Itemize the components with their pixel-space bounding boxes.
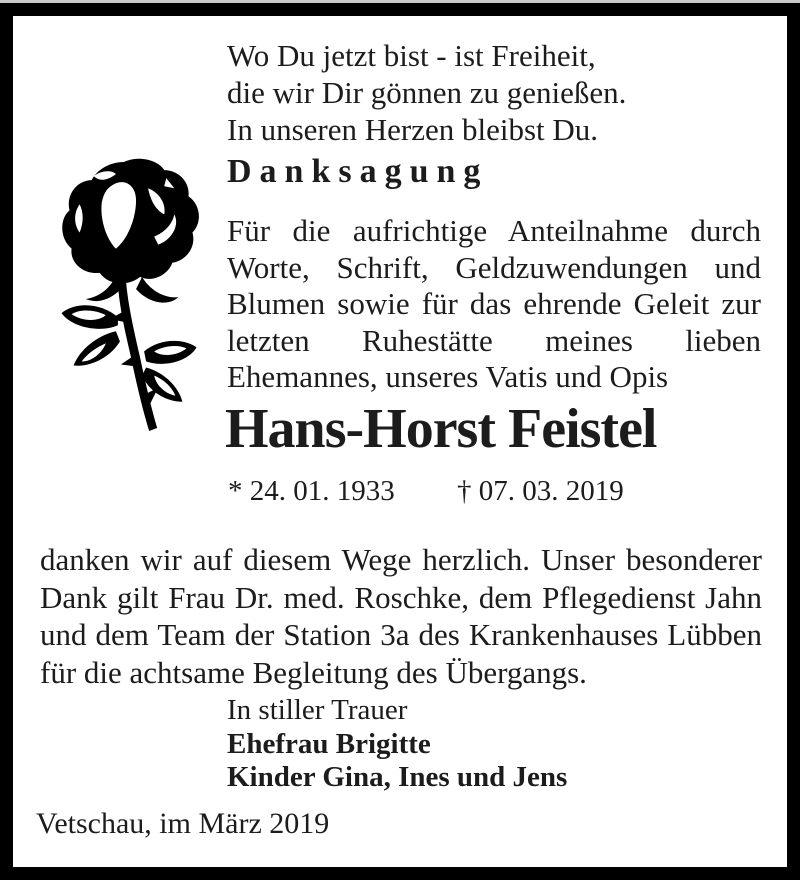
thanks-line: danken wir auf diesem Wege herzlich. Unser besonderer — [40, 542, 762, 577]
mourner-name: Kinder Gina, Ines und Jens — [227, 760, 568, 793]
memorial-verse — [227, 37, 626, 148]
intro-line: Ehemannes, unseres Vatis und Opis — [227, 359, 669, 394]
death-date: † 07. 03. 2019 — [457, 475, 624, 507]
verse-line: Wo Du jetzt bist - ist Freiheit, — [227, 38, 596, 73]
intro-line: Worte, Schrift, Geldzuwendungen und — [227, 249, 761, 285]
intro-paragraph — [227, 213, 761, 396]
deceased-name: Hans-Horst Feistel — [225, 398, 657, 460]
verse-line: die wir Dir gönnen zu genießen. — [227, 75, 627, 110]
closing-line: In stiller Trauer — [227, 694, 408, 726]
thanks-line: Dank gilt Frau Dr. med. Roschke, dem Pflegedienst Jahn — [40, 579, 762, 615]
place-date: Vetschau, im März 2019 — [36, 807, 330, 840]
birth-date: * 24. 01. 1933 — [228, 475, 395, 507]
verse-line: In unseren Herzen bleibst Du. — [227, 112, 599, 147]
danksagung-heading: Danksagung — [227, 153, 489, 190]
intro-line: Für die aufrichtige Anteilnahme durch — [227, 213, 761, 248]
mourner-name: Ehefrau Brigitte — [227, 728, 431, 760]
thanks-paragraph — [40, 541, 762, 691]
intro-line: Blumen sowie für das ehrende Geleit zur — [227, 286, 761, 321]
thanks-line: und dem Team der Station 3a des Krankenhauses Lübben — [40, 617, 762, 653]
thanks-line: für die achtsame Begleitung des Übergangs. — [40, 654, 587, 690]
intro-line: letzten Ruhestätte meines lieben — [227, 322, 761, 358]
rose-icon — [53, 158, 205, 432]
obituary-notice — [0, 3, 800, 880]
mourners-block — [227, 728, 567, 793]
